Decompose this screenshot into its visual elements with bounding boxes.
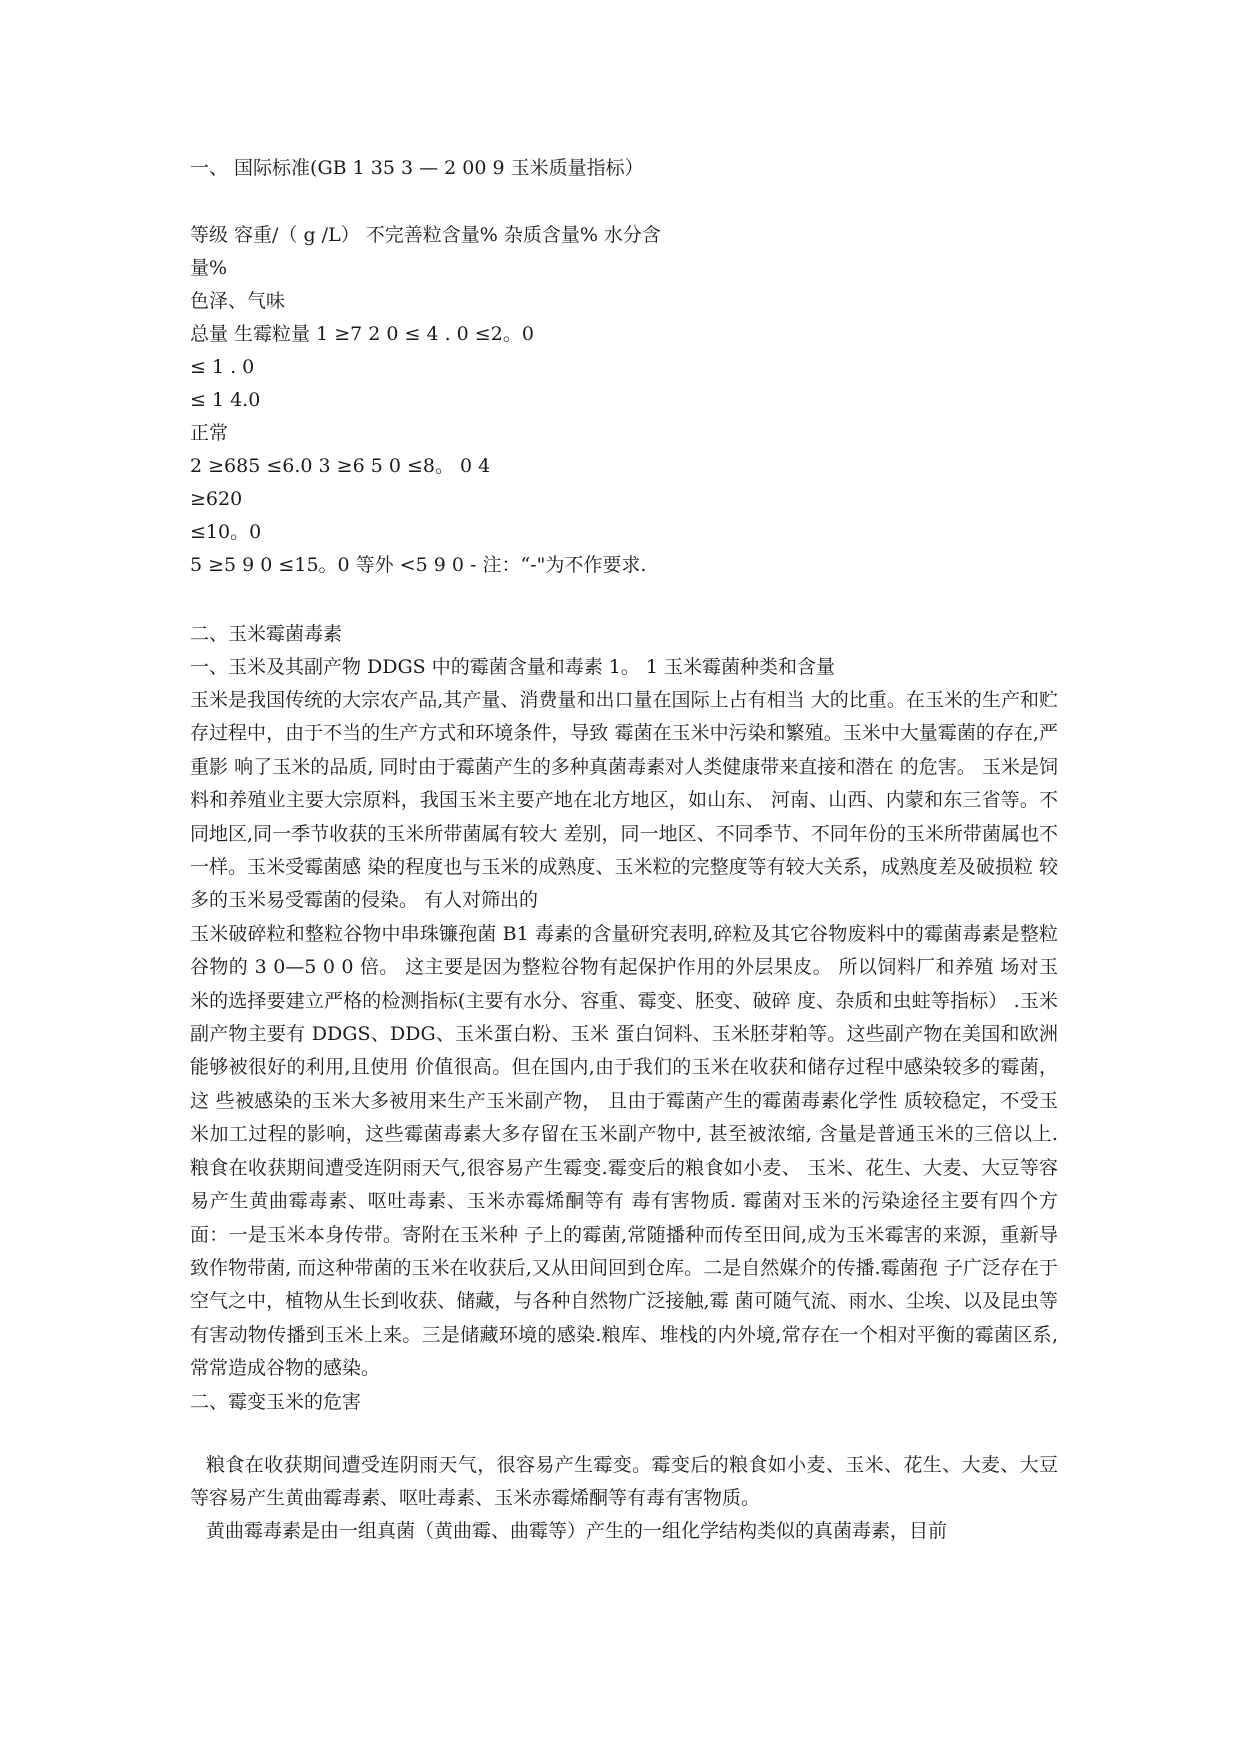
standard-table-line: ≥620 <box>190 488 243 510</box>
body-paragraph: 玉米是我国传统的大宗农产品,其产量、消费量和出口量在国际上占有相当 大的比重。在玉米的生产和贮存过程中，由于不当的生产方式和环境条件，导致 霉菌在玉米中污染和繁殖。玉米中大量霉菌的存在,严重影 响了玉米的品质, 同时由于霉菌产生的多种真菌毒素对人类健康带来直接和潜在 的危害。 玉米是饲料和养殖业主要大宗原料，我国玉米主要产地在北方地区，如山东、 河南、山西、内蒙和东三省等。不同地区,同一季节收获的玉米所带菌属有较大 差别，同一地区、不同季节、不同年份的玉米所带菌属也不一样。玉米受霉菌感 染的程度也与玉米的成熟度、玉米粒的完整度等有较大关系，成熟度差及破损粒 较多的玉米易受霉菌的侵染。 有人对筛出的 <box>190 689 1058 912</box>
standard-table-line: 正常 <box>190 422 229 444</box>
spacer <box>190 582 1070 618</box>
section2-subtitle: 一、玉米及其副产物 DDGS 中的霉菌含量和毒素 1。 1 玉米霉菌种类和含量 <box>190 656 836 678</box>
body-paragraph: 玉米破碎粒和整粒谷物中串珠镰孢菌 B1 毒素的含量研究表明,碎粒及其它谷物废料中的霉菌毒素是整粒谷物的 3 0—5 0 0 倍。 这主要是因为整粒谷物有起保护作用的外层果皮。 所以饲料厂和养殖 场对玉米的选择要建立严格的检测指标(主要有水分、容重、霉变、胚变、破碎 度、杂质和虫蛀等指标） .玉米副产物主要有 DDGS、DDG、玉米蛋白粉、玉米 蛋白饲料、玉米胚芽粕等。这些副产物在美国和欧洲能够被很好的利用,且使用 价值很高。但在国内,由于我们的玉米在收获和储存过程中感染较多的霉菌，这 些被感染的玉米大多被用来生产玉米副产物， 且由于霉菌产生的霉菌毒素化学性 质较稳定，不受玉米加工过程的影响，这些霉菌毒素大多存留在玉米副产物中, 甚至被浓缩, 含量是普通玉米的三倍以上. 粮食在收获期间遭受连阴雨天气,很容易产生霉变.霉变后的粮食如小麦、 玉米、花生、大麦、大豆等容易产生黄曲霉毒素、呕吐毒素、玉米赤霉烯酮等有 毒有害物质. 霉菌对玉米的污染途径主要有四个方面：一是玉米本身传带。寄附在玉米种 子上的霉菌,常随播种而传至田间,成为玉米霉害的来源，重新导致作物带菌, 而这种带菌的玉米在收获后,又从田间回到仓库。二是自然媒介的传播.霉菌孢 子广泛存在于空气之中，植物从生长到收获、储藏，与各种自然物广泛接触,霉 菌可随气流、雨水、尘埃、以及昆虫等有害动物传播到玉米上来。三是储藏环境的感染.粮库、堆栈的内外境,常存在一个相对平衡的霉菌区系,常常造成谷物的感染。 <box>190 922 1058 1380</box>
standard-table-line: 量% <box>190 257 228 279</box>
standard-table-line: 总量 生霉粒量 1 ≥7 2 0 ≤ 4 . 0 ≤2。0 <box>190 323 534 345</box>
section2-title: 二、玉米霉菌毒素 <box>190 623 343 645</box>
section-heading: 二、霉变玉米的危害 <box>190 1390 362 1413</box>
spacer <box>190 1419 1070 1449</box>
standard-table-line: 2 ≥685 ≤6.0 3 ≥6 5 0 ≤8。 0 4 <box>190 455 491 477</box>
standard-table-line: 5 ≥5 9 0 ≤15。0 等外 <5 9 0 - 注：“-"为不作要求. <box>190 554 647 576</box>
standard-table-line: ≤ 1 4.0 <box>190 389 261 411</box>
standard-table-line: ≤10。0 <box>190 521 262 543</box>
document-page <box>190 152 1070 1549</box>
section1-title: 一、 国际标准(GB 1 35 3 — 2 00 9 玉米质量指标） <box>190 157 644 179</box>
standard-table-line: ≤ 1 . 0 <box>190 356 255 378</box>
standard-table-line: 色泽、气味 <box>190 290 286 312</box>
standard-table-line: 等级 容重/（ g /L） 不完善粒含量% 杂质含量% 水分含 <box>190 224 661 246</box>
body-paragraph: 黄曲霉毒素是由一组真菌（黄曲霉、曲霉等）产生的一组化学结构类似的真菌毒素，目前 <box>206 1520 948 1543</box>
body-paragraph: 粮食在收获期间遭受连阴雨天气，很容易产生霉变。霉变后的粮食如小麦、玉米、花生、大麦、大豆等容易产生黄曲霉毒素、呕吐毒素、玉米赤霉烯酮等有毒有害物质。 <box>190 1453 1058 1509</box>
spacer <box>190 185 1070 219</box>
